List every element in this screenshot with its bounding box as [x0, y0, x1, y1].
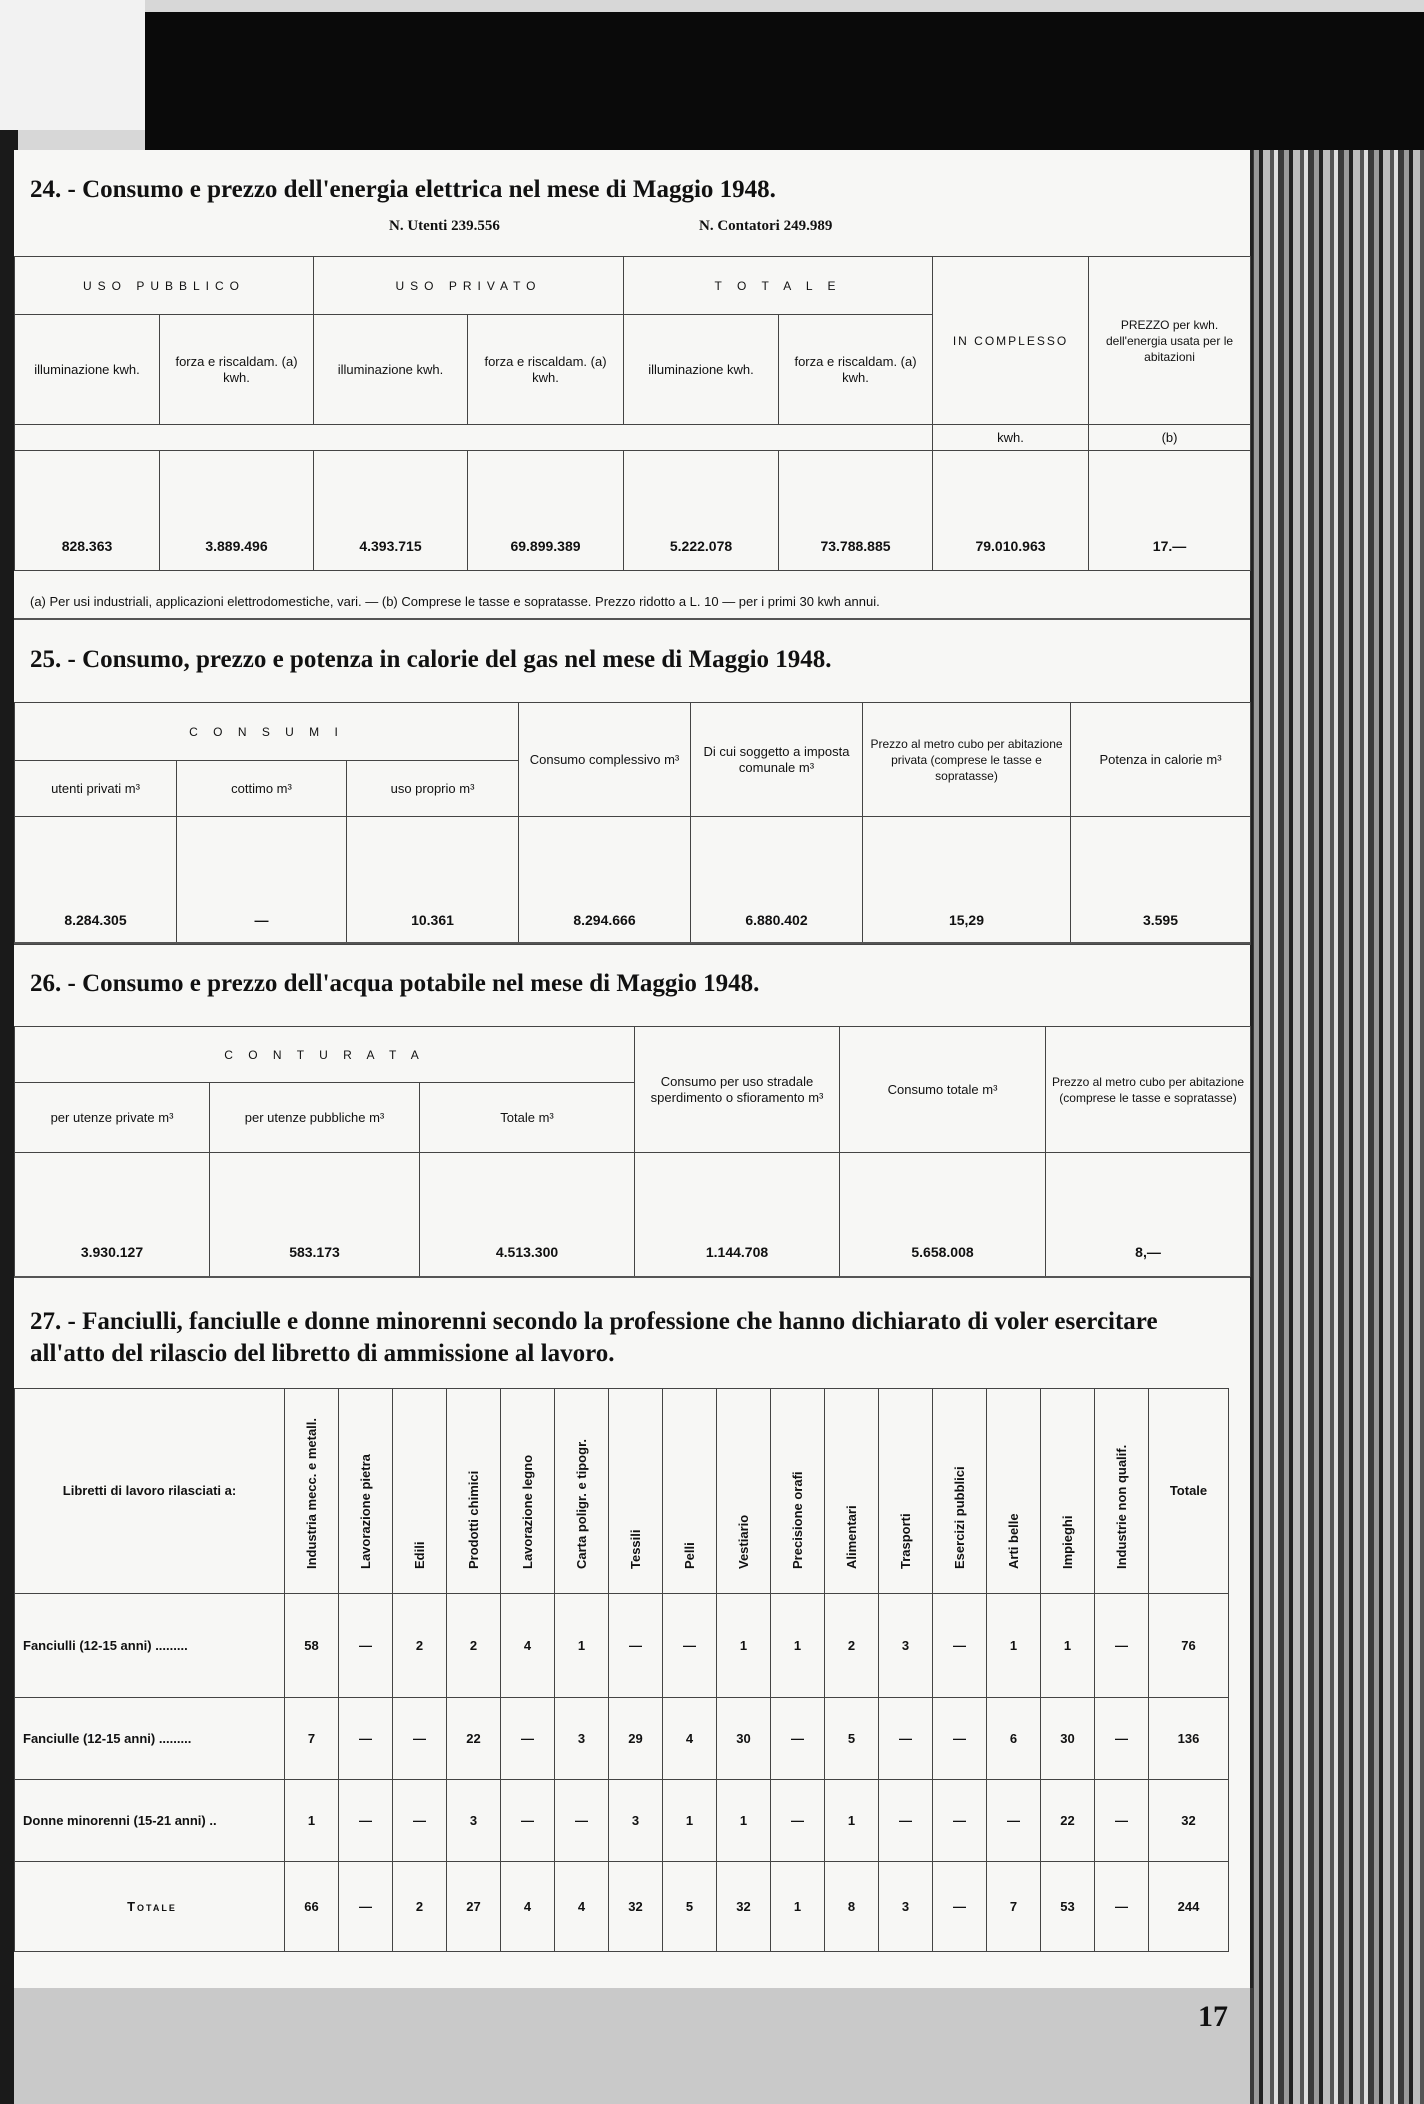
count-cell: —	[339, 1780, 393, 1862]
count-cell: 4	[501, 1862, 555, 1952]
row-label: Fanciulle (12-15 anni) .........	[15, 1698, 285, 1780]
table-row	[15, 1594, 1229, 1698]
unit-row	[15, 425, 933, 451]
count-cell: 32	[609, 1862, 663, 1952]
page-number: 17	[1198, 2000, 1228, 2033]
row-total: 244	[1149, 1862, 1229, 1952]
count-cell: 1	[1041, 1594, 1095, 1698]
count-cell: —	[879, 1698, 933, 1780]
count-cell: 1	[555, 1594, 609, 1698]
profession-label: Esercizi pubblici	[951, 1466, 967, 1569]
profession-label: Impieghi	[1059, 1515, 1075, 1569]
divider	[14, 618, 1250, 620]
col-header: illuminazione kwh.	[314, 315, 468, 425]
table-27	[14, 1388, 1229, 1952]
count-cell: 7	[285, 1698, 339, 1780]
count-cell: 2	[447, 1594, 501, 1698]
col-header: forza e riscaldam. (a) kwh.	[160, 315, 314, 425]
group-in-complesso: IN COMPLESSO	[933, 257, 1089, 425]
group-conturata: C O N T U R A T A	[15, 1027, 635, 1083]
table-26	[14, 1026, 1251, 1277]
row-label: Fanciulli (12-15 anni) .........	[15, 1594, 285, 1698]
profession-label: Pelli	[681, 1542, 697, 1569]
count-cell: —	[339, 1698, 393, 1780]
count-cell: —	[1095, 1698, 1149, 1780]
value-cell: 3.889.496	[160, 451, 314, 571]
profession-header	[339, 1389, 393, 1594]
col-header: Consumo complessivo m³	[519, 703, 691, 817]
scan-bottom	[14, 1988, 1250, 2104]
count-cell: 8	[825, 1862, 879, 1952]
col-header: Totale m³	[420, 1083, 635, 1153]
value-cell: 1.144.708	[635, 1153, 840, 1277]
count-cell: 3	[447, 1780, 501, 1862]
count-cell: 6	[987, 1698, 1041, 1780]
count-cell: —	[771, 1780, 825, 1862]
profession-label: Industrie non qualif.	[1113, 1444, 1129, 1569]
count-cell: 1	[285, 1780, 339, 1862]
count-cell: 22	[447, 1698, 501, 1780]
col-header: utenti privati m³	[15, 761, 177, 817]
count-cell: —	[393, 1780, 447, 1862]
group-totale: T O T A L E	[624, 257, 933, 315]
count-cell: —	[933, 1780, 987, 1862]
table-row	[15, 1780, 1229, 1862]
book-spine	[1248, 150, 1424, 2104]
count-cell: 1	[771, 1594, 825, 1698]
count-cell: —	[987, 1780, 1041, 1862]
count-cell: 29	[609, 1698, 663, 1780]
col-header: forza e riscaldam. (a) kwh.	[779, 315, 933, 425]
col-header: Di cui soggetto a imposta comunale m³	[691, 703, 863, 817]
value-cell: 4.393.715	[314, 451, 468, 571]
profession-header	[1095, 1389, 1149, 1594]
count-cell: 30	[1041, 1698, 1095, 1780]
profession-header	[609, 1389, 663, 1594]
count-cell: —	[933, 1862, 987, 1952]
profession-header	[1041, 1389, 1095, 1594]
profession-header	[663, 1389, 717, 1594]
row-label: Totale	[15, 1862, 285, 1952]
count-cell: 66	[285, 1862, 339, 1952]
value-cell: 8,—	[1046, 1153, 1251, 1277]
table-25	[14, 702, 1251, 945]
count-cell: 2	[393, 1594, 447, 1698]
count-cell: —	[339, 1594, 393, 1698]
count-cell: 4	[555, 1862, 609, 1952]
profession-label: Industria mecc. e metall.	[303, 1417, 319, 1569]
row-total: 136	[1149, 1698, 1229, 1780]
table-row	[15, 1698, 1229, 1780]
value-cell: 69.899.389	[468, 451, 624, 571]
count-cell: 1	[717, 1594, 771, 1698]
count-cell: 32	[717, 1862, 771, 1952]
profession-label: Arti belle	[1005, 1513, 1021, 1569]
value-cell: 17.—	[1089, 451, 1251, 571]
count-cell: —	[393, 1698, 447, 1780]
count-cell: 1	[771, 1862, 825, 1952]
group-uso-pubblico: USO PUBBLICO	[15, 257, 314, 315]
table-row	[15, 1862, 1229, 1952]
title-24: 24. - Consumo e prezzo dell'energia elettrica nel mese di Maggio 1948.	[30, 176, 776, 203]
count-cell: 3	[879, 1594, 933, 1698]
profession-header	[825, 1389, 879, 1594]
profession-header	[285, 1389, 339, 1594]
col-header: Consumo per uso stradale sperdimento o sfioramento m³	[635, 1027, 840, 1153]
count-cell: 3	[879, 1862, 933, 1952]
count-cell: —	[933, 1594, 987, 1698]
count-cell: 58	[285, 1594, 339, 1698]
col-header: Potenza in calorie m³	[1071, 703, 1251, 817]
value-cell: 4.513.300	[420, 1153, 635, 1277]
profession-header	[771, 1389, 825, 1594]
col-header: forza e riscaldam. (a) kwh.	[468, 315, 624, 425]
profession-header	[879, 1389, 933, 1594]
value-cell: 5.658.008	[840, 1153, 1046, 1277]
row-total: 32	[1149, 1780, 1229, 1862]
count-cell: —	[555, 1780, 609, 1862]
row-total: 76	[1149, 1594, 1229, 1698]
col-header: illuminazione kwh.	[624, 315, 779, 425]
group-prezzo: PREZZO per kwh. dell'energia usata per le abitazioni	[1089, 257, 1251, 425]
col-header: Consumo totale m³	[840, 1027, 1046, 1153]
count-cell: 30	[717, 1698, 771, 1780]
scan-shadow	[145, 12, 1424, 162]
divider	[14, 1276, 1250, 1278]
profession-label: Lavorazione legno	[519, 1454, 535, 1569]
count-cell: —	[1095, 1594, 1149, 1698]
value-cell: 3.595	[1071, 817, 1251, 945]
value-cell: 828.363	[15, 451, 160, 571]
count-cell: —	[1095, 1862, 1149, 1952]
count-cell: 2	[825, 1594, 879, 1698]
profession-header	[717, 1389, 771, 1594]
col-header: cottimo m³	[177, 761, 347, 817]
count-cell: 1	[717, 1780, 771, 1862]
group-consumi: C O N S U M I	[15, 703, 519, 761]
value-cell: 3.930.127	[15, 1153, 210, 1277]
count-cell: —	[933, 1698, 987, 1780]
col-header: per utenze private m³	[15, 1083, 210, 1153]
profession-label: Tessili	[627, 1529, 643, 1569]
profession-header	[555, 1389, 609, 1594]
value-cell: 79.010.963	[933, 451, 1089, 571]
profession-header	[933, 1389, 987, 1594]
col-header: Prezzo al metro cubo per abitazione privata (comprese le tasse e sopratasse)	[863, 703, 1071, 817]
value-cell: 73.788.885	[779, 451, 933, 571]
col-header: illuminazione kwh.	[15, 315, 160, 425]
profession-label: Edili	[411, 1541, 427, 1569]
value-cell: 15,29	[863, 817, 1071, 945]
count-cell: —	[609, 1594, 663, 1698]
count-cell: 1	[825, 1780, 879, 1862]
utenti-count: N. Utenti 239.556	[389, 218, 500, 234]
count-cell: 5	[825, 1698, 879, 1780]
profession-header	[501, 1389, 555, 1594]
profession-label: Trasporti	[897, 1513, 913, 1569]
title-27: 27. - Fanciulli, fanciulle e donne minorenni secondo la professione che hanno dichiarato di voler esercitare all'atto del rilascio del libretto di ammissione al lavoro.	[30, 1308, 1158, 1367]
col-header: per utenze pubbliche m³	[210, 1083, 420, 1153]
profession-header	[393, 1389, 447, 1594]
count-cell: —	[879, 1780, 933, 1862]
value-cell: 5.222.078	[624, 451, 779, 571]
col-header: kwh.	[933, 425, 1089, 451]
profession-label: Alimentari	[843, 1505, 859, 1569]
profession-label: Prodotti chimici	[465, 1470, 481, 1569]
table-24	[14, 256, 1251, 571]
row-label: Donne minorenni (15-21 anni) ..	[15, 1780, 285, 1862]
count-cell: —	[663, 1594, 717, 1698]
count-cell: —	[1095, 1780, 1149, 1862]
count-cell: 27	[447, 1862, 501, 1952]
count-cell: 2	[393, 1862, 447, 1952]
profession-label: Vestiario	[735, 1514, 751, 1569]
profession-header	[987, 1389, 1041, 1594]
count-cell: —	[339, 1862, 393, 1952]
group-uso-privato: USO PRIVATO	[314, 257, 624, 315]
count-cell: 1	[663, 1780, 717, 1862]
divider	[14, 942, 1250, 944]
col-header: Prezzo al metro cubo per abitazione (comprese le tasse e sopratasse)	[1046, 1027, 1251, 1153]
count-cell: 5	[663, 1862, 717, 1952]
scan-margin	[0, 0, 145, 130]
count-cell: —	[771, 1698, 825, 1780]
value-cell: 8.294.666	[519, 817, 691, 945]
profession-label: Precisione orafi	[789, 1471, 805, 1569]
note-24: (a) Per usi industriali, applicazioni elettrodomestiche, vari. — (b) Comprese le tasse e sopratasse. Prezzo ridotto a L. 10 — per i primi 30 kwh annui.	[30, 594, 880, 609]
contatori-count: N. Contatori 249.989	[699, 218, 833, 234]
value-cell: 583.173	[210, 1153, 420, 1277]
value-cell: 8.284.305	[15, 817, 177, 945]
value-cell: —	[177, 817, 347, 945]
total-header: Totale	[1149, 1389, 1229, 1594]
value-cell: 6.880.402	[691, 817, 863, 945]
page-sheet	[14, 150, 1253, 1988]
count-cell: —	[501, 1780, 555, 1862]
col-header: uso proprio m³	[347, 761, 519, 817]
profession-label: Lavorazione pietra	[357, 1454, 373, 1569]
col-header: (b)	[1089, 425, 1251, 451]
count-cell: 4	[501, 1594, 555, 1698]
title-26: 26. - Consumo e prezzo dell'acqua potabile nel mese di Maggio 1948.	[30, 970, 760, 997]
profession-label: Carta poligr. e tipogr.	[573, 1438, 589, 1569]
count-cell: 22	[1041, 1780, 1095, 1862]
count-cell: 3	[609, 1780, 663, 1862]
count-cell: 4	[663, 1698, 717, 1780]
count-cell: —	[501, 1698, 555, 1780]
count-cell: 1	[987, 1594, 1041, 1698]
count-cell: 53	[1041, 1862, 1095, 1952]
profession-header	[447, 1389, 501, 1594]
count-cell: 3	[555, 1698, 609, 1780]
count-cell: 7	[987, 1862, 1041, 1952]
corner-header: Libretti di lavoro rilasciati a:	[15, 1389, 285, 1594]
value-cell: 10.361	[347, 817, 519, 945]
title-25: 25. - Consumo, prezzo e potenza in calorie del gas nel mese di Maggio 1948.	[30, 646, 832, 673]
